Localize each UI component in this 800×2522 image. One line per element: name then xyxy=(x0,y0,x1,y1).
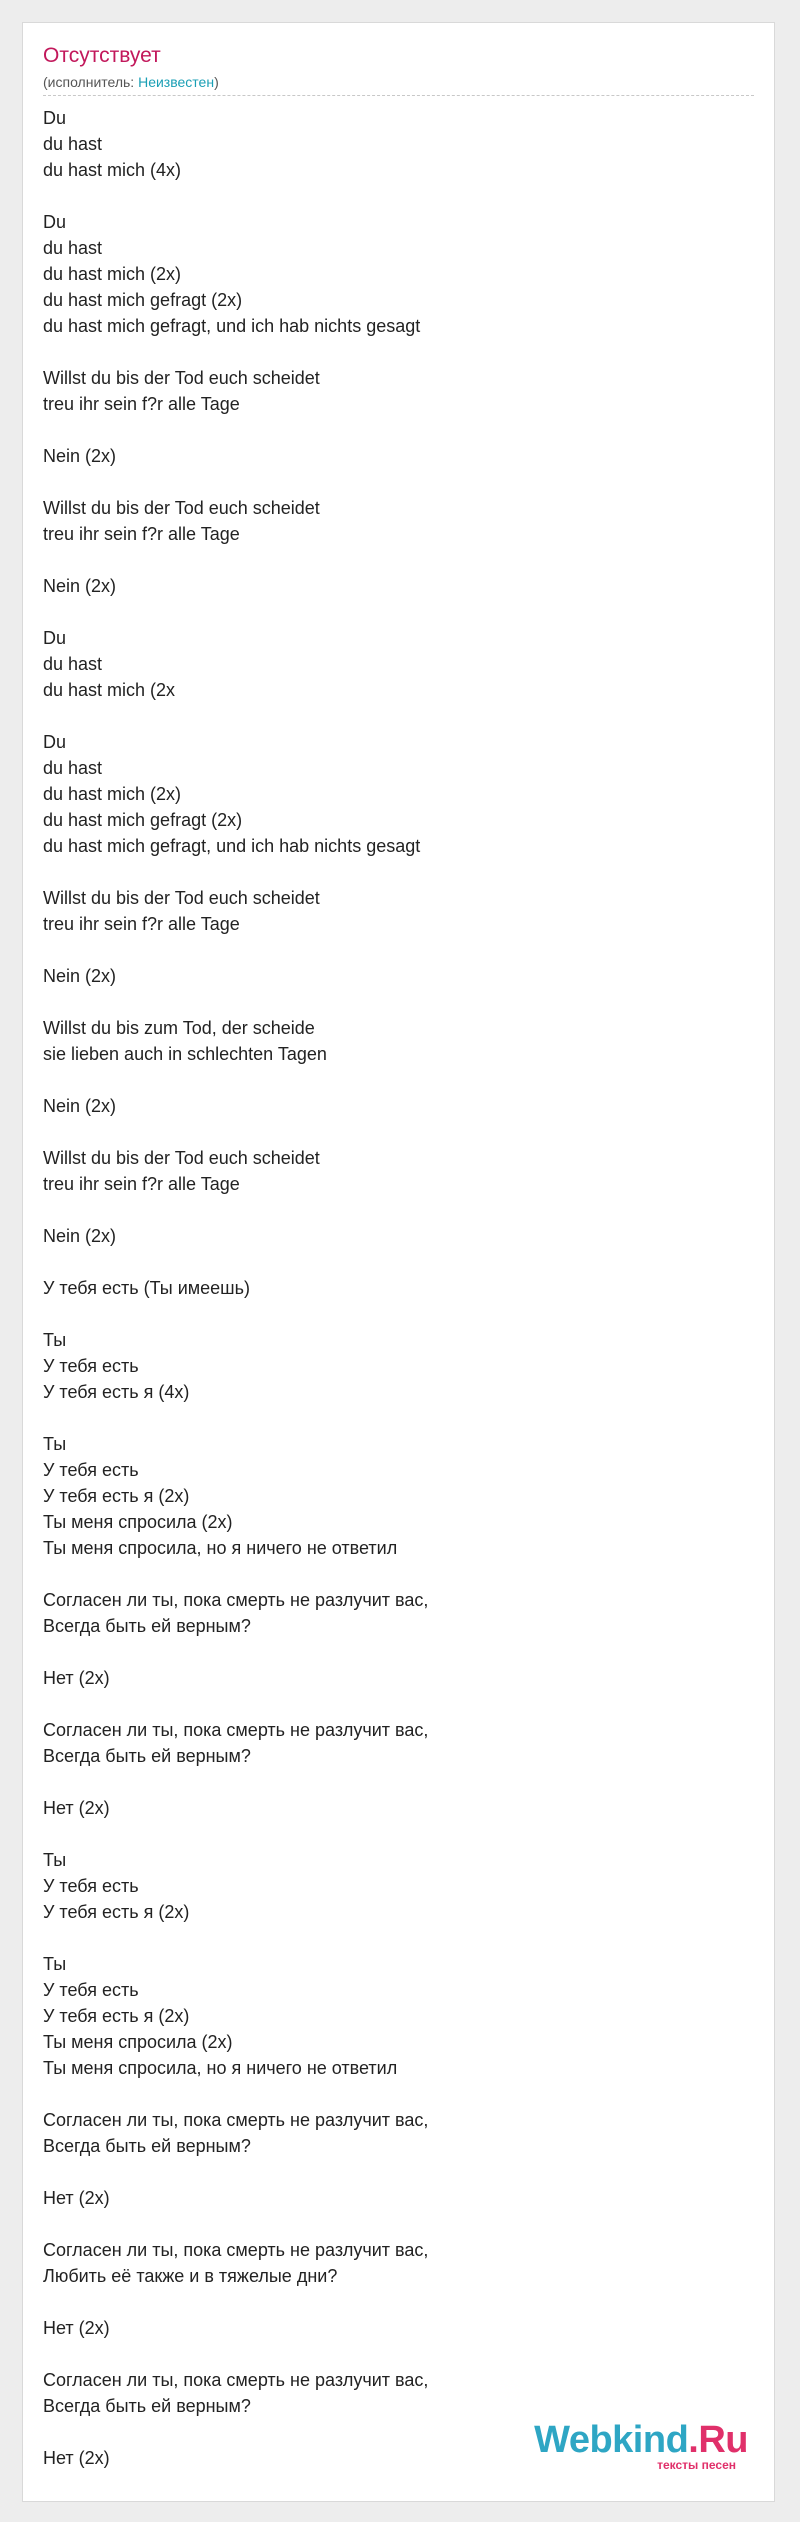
logo-wordmark xyxy=(534,2421,748,2459)
artist-suffix: ) xyxy=(214,74,219,90)
site-logo[interactable] xyxy=(534,2421,748,2471)
song-title: Отсутствует xyxy=(43,44,161,67)
artist-link[interactable]: Неизвестен xyxy=(138,74,215,90)
artist-prefix: (исполнитель: xyxy=(43,74,139,90)
logo-tagline: тексты песен xyxy=(657,2458,736,2472)
lyrics-text: Du du hast du hast mich (4x) Du du hast du hast mich (2x) du hast mich gefragt (2x) du hast mich gefragt, und ich hab nichts gesagt Willst du bis der Tod euch scheidet treu ihr sein f?r alle Tage Nein (2x) Willst du bis der Tod euch scheidet treu ihr sein f?r alle Tage Nein (2x) Du du hast du hast mich (2x Du du hast du hast mich (2x) du hast mich gefragt (2x) du hast mich gefragt, und ich hab nichts gesagt Willst du bis der Tod euch scheidet treu ihr sein f?r alle Tage Nein (2x) Willst du bis zum Tod, der scheide sie lieben auch in schlechten Tagen Nein (2x) Willst du bis der Tod euch scheidet treu ihr sein f?r alle Tage Nein (2x) У тебя есть (Ты имеешь) Ты У тебя есть У тебя есть я (4х) Ты У тебя есть У тебя есть я (2х) Ты меня спросила (2х) Ты меня спросила, но я ничего не ответил Согласен ли ты, пока смерть не разлучит вас, Всегда быть ей верным? Нет (2х) Согласен ли ты, пока смерть не разлучит вас, Всегда быть ей верным? Нет (2х) Ты У тебя есть У тебя есть я (2х) Ты У тебя есть У тебя есть я (2х) Ты меня спросила (2х) Ты меня спросила, но я ничего не ответил Согласен ли ты, пока смерть не разлучит вас, Всегда быть ей верным? Нет (2х) Согласен ли ты, пока смерть не разлучит вас, Любить её также и в тяжелые дни? Нет (2х) Согласен ли ты, пока смерть не разлучит вас, Всегда быть ей верным? Нет (2х) xyxy=(43,108,429,2468)
logo-name: Webkind xyxy=(534,2419,689,2461)
song-meta xyxy=(43,73,219,91)
lyrics-page xyxy=(22,22,775,2502)
logo-tld: .Ru xyxy=(688,2419,748,2461)
header-divider xyxy=(43,95,754,96)
